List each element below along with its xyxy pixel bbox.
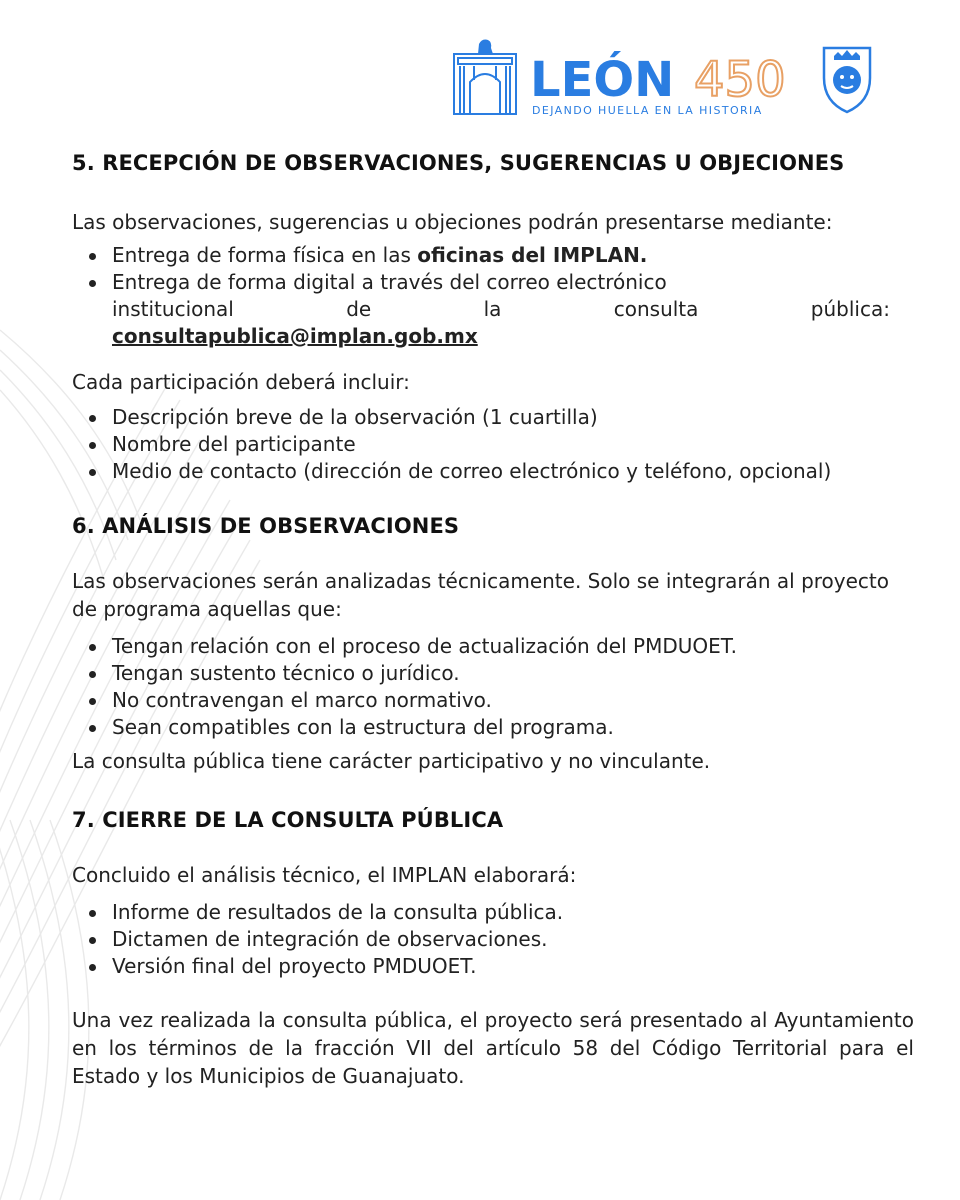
logo-graphic: [448, 30, 888, 120]
list-item: Nombre del participante: [72, 431, 914, 458]
lion-shield-icon: [824, 48, 870, 112]
implan-offices-text: oficinas del IMPLAN.: [417, 243, 648, 267]
list-item: Dictamen de integración de observaciones.: [72, 926, 914, 953]
list-item: Medio de contacto (dirección de correo electrónico y teléfono, opcional): [72, 458, 914, 485]
logo-wordmark: LEÓN: [530, 52, 675, 108]
section-6-note: La consulta pública tiene carácter participativo y no vinculante.: [72, 749, 711, 773]
leon-450-logo: [448, 30, 888, 120]
justified-line: institucional de la consulta pública:: [112, 297, 890, 321]
closing-paragraph: Una vez realizada la consulta pública, el proyecto será presentado al Ayuntamiento en los términos de la fracción VII del artículo 58 del Código Territorial para el Estado y los Municipios de Guanajuato.: [72, 1008, 914, 1088]
criteria-list: [72, 633, 914, 741]
section-7-heading: 7. CIERRE DE LA CONSULTA PÚBLICA: [72, 808, 504, 832]
list-item: Informe de resultados de la consulta pública.: [72, 899, 914, 926]
deliverables-list: [72, 899, 914, 980]
arch-icon: [454, 54, 516, 114]
requirements-intro: Cada participación deberá incluir:: [72, 370, 410, 394]
section-5-intro: Las observaciones, sugerencias u objeciones podrán presentarse mediante:: [72, 210, 833, 234]
logo-number: 450: [694, 52, 786, 108]
list-item: Tengan relación con el proceso de actualización del PMDUOET.: [72, 633, 914, 660]
logo-tagline: DEJANDO HUELLA EN LA HISTORIA: [532, 104, 763, 117]
section-7-intro: Concluido el análisis técnico, el IMPLAN elaborará:: [72, 863, 577, 887]
list-item: No contravengan el marco normativo.: [72, 687, 914, 714]
submission-methods-list: [72, 242, 914, 350]
email-link[interactable]: consultapublica@implan.gob.mx: [112, 324, 478, 348]
list-item: Entrega de forma física en las oficinas del IMPLAN.: [72, 242, 914, 269]
document-body: [72, 148, 914, 1090]
list-item: Sean compatibles con la estructura del programa.: [72, 714, 914, 741]
requirements-list: [72, 404, 914, 485]
list-item: Entrega de forma digital a través del correo electrónico institucional de la consulta pública: consultapublica@implan.gob.mx: [72, 269, 890, 350]
list-item: Tengan sustento técnico o jurídico.: [72, 660, 914, 687]
lion-statue-icon: [478, 40, 493, 55]
section-6-heading: 6. ANÁLISIS DE OBSERVACIONES: [72, 514, 460, 538]
list-item: Versión final del proyecto PMDUOET.: [72, 953, 914, 980]
section-6-intro: Las observaciones serán analizadas técnicamente. Solo se integrarán al proyecto de programa aquellas que:: [72, 569, 889, 621]
section-5-heading: 5. RECEPCIÓN DE OBSERVACIONES, SUGERENCIAS U OBJECIONES: [72, 151, 845, 175]
list-item: Descripción breve de la observación (1 cuartilla): [72, 404, 914, 431]
